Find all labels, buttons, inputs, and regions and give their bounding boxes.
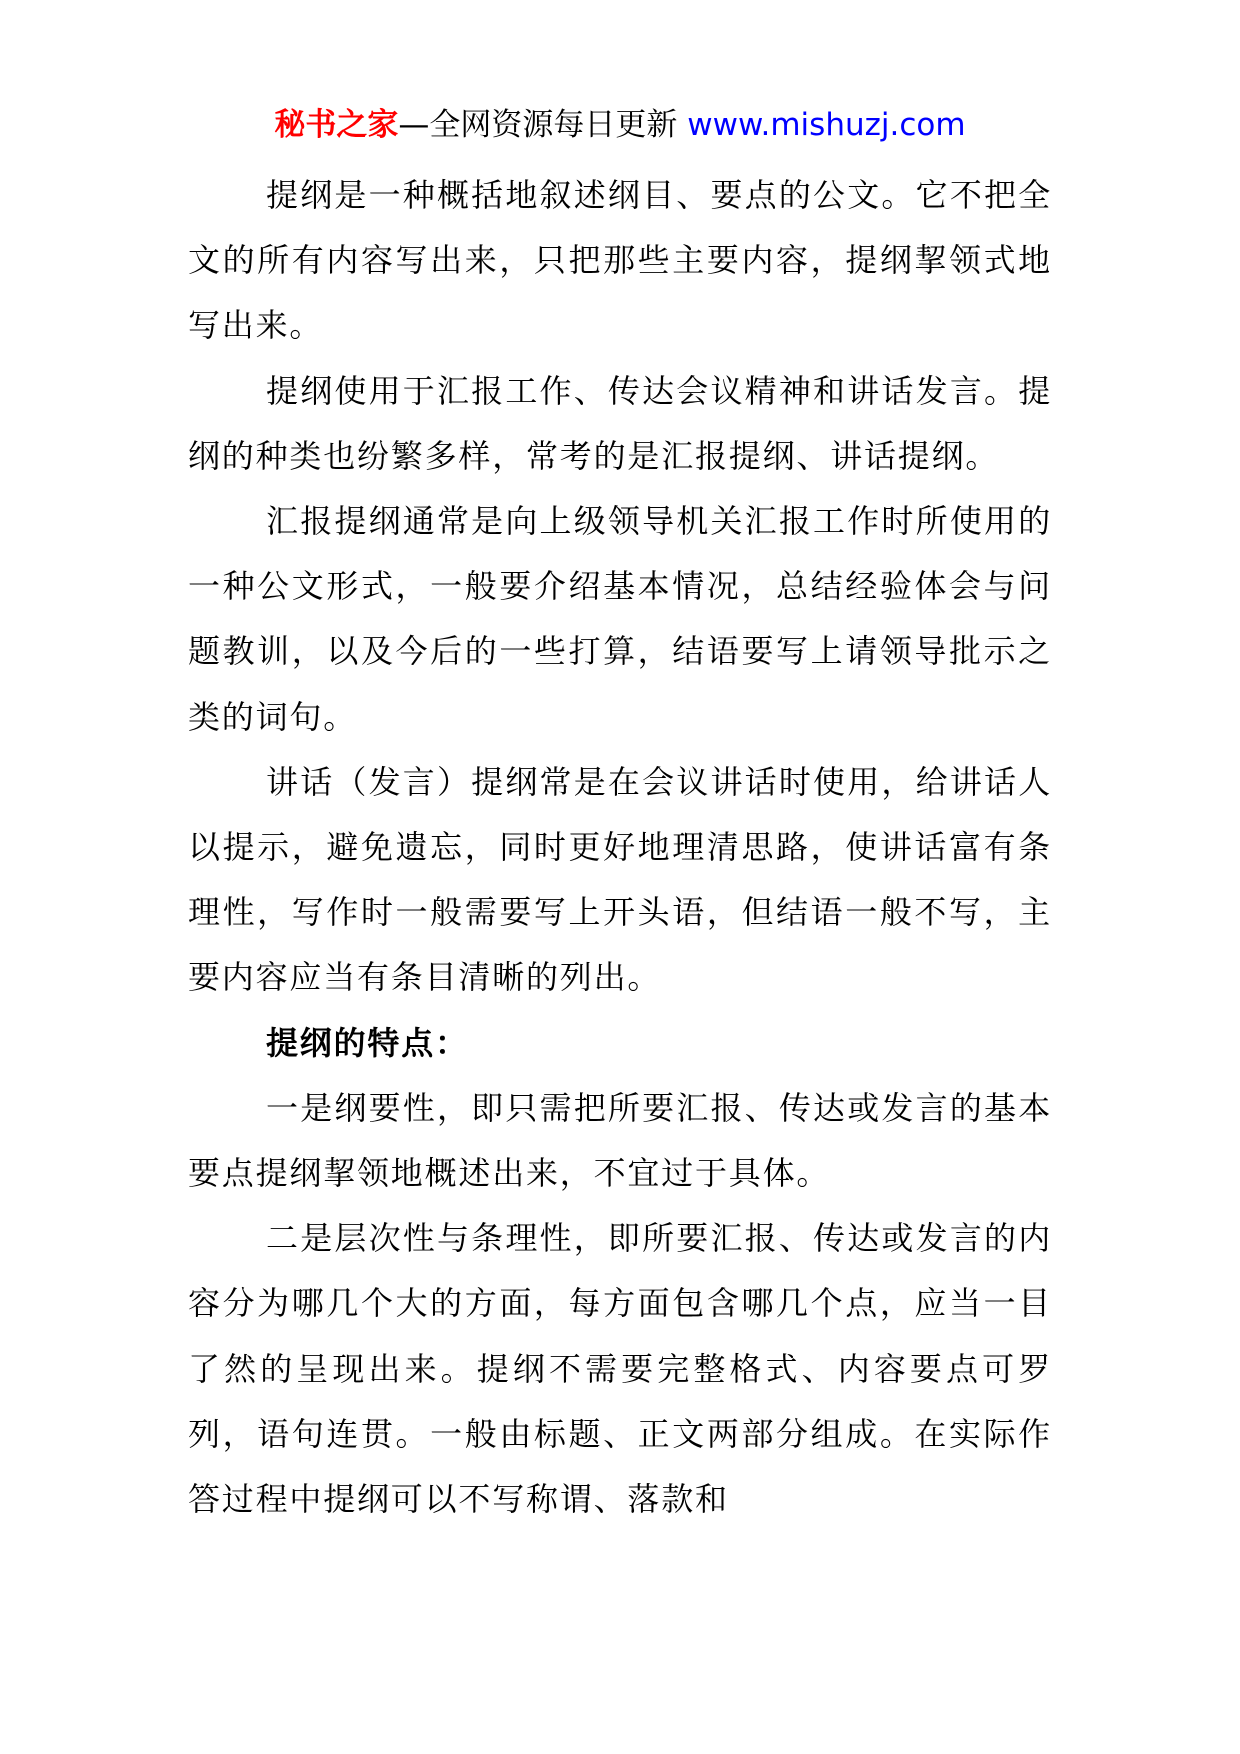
speech-outline-paragraph: 讲话（发言）提纲常是在会议讲话时使用，给讲话人以提示，避免遗忘，同时更好地理清思路，使讲话富有条理性，写作时一般需要写上开头语，但结语一般不写，主要内容应当有条目清晰的列出。	[188, 762, 1052, 997]
usage-paragraph: 提纲使用于汇报工作、传达会议精神和讲话发言。提纲的种类也纷繁多样，常考的是汇报提纲、讲话提纲。	[188, 371, 1052, 475]
brand-name: 秘书之家	[274, 107, 399, 143]
header-tagline: —全网资源每日更新	[398, 107, 688, 143]
site-url-link[interactable]: www.mishuzj.com	[687, 107, 966, 143]
report-outline-paragraph: 汇报提纲通常是向上级领导机关汇报工作时所使用的一种公文形式，一般要介绍基本情况，总结经验体会与问题教训，以及今后的一些打算，结语要写上请领导批示之类的词句。	[188, 502, 1052, 736]
document-body	[188, 163, 1052, 1532]
feature-item-hierarchy: 二是层次性与条理性，即所要汇报、传达或发言的内容分为哪几个大的方面，每方面包含哪几个点，应当一目了然的呈现出来。提纲不需要完整格式、内容要点可罗列，语句连贯。一般由标题、正文两部分组成。在实际作答过程中提纲可以不写称谓、落款和	[188, 1219, 1052, 1519]
site-header	[0, 100, 1240, 150]
intro-paragraph: 提纲是一种概括地叙述纲目、要点的公文。它不把全文的所有内容写出来，只把那些主要内容，提纲挈领式地写出来。	[188, 176, 1052, 345]
feature-item-outline: 一是纲要性，即只需把所要汇报、传达或发言的基本要点提纲挈领地概述出来，不宜过于具体。	[188, 1088, 1052, 1193]
features-heading: 提纲的特点：	[266, 1023, 469, 1062]
